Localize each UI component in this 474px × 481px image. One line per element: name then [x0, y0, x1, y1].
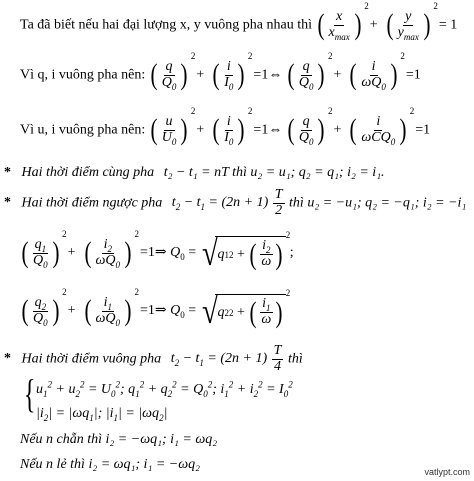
vuong-pha-line: * Hai thời điểm vuông pha $t_2 - t_1 = (2n + 1)$ $\frac{T}{4}$ thì [4, 343, 303, 374]
q-i-line: Vì q, i vuông pha nên: ( $\frac{q}{Q_0}$ ) 2 + ( $\frac{i}{I_0}$ ) 2 =1⇔ ( $\frac{q}{Q_0}$ ) 2 + ( $\frac{i}{\omega Q_0}$ ) 2 =1 [20, 60, 421, 90]
cung-pha-math: t₂ − t₁ = nT thì u₂ = u₁; q₂ = q₁; i₂ = i₁. [163, 165, 385, 180]
bullet-star-icon: * [4, 351, 11, 367]
le-math: i₂ = ωq₁; i₁ = −ωq₂ [88, 457, 200, 472]
nguoc-pha-q1-formula: ( $\frac{q_1}{Q_0}$ ) 2 + ( $\frac{i_2}{\omega Q_0}$ ) 2 =1⇒ $Q_0$ = √ q 1 2 + ( $\frac{i_2}{\omega}$ ) 2 ; [20, 235, 294, 271]
nguoc-pha-text: Hai thời điểm ngược pha [21, 195, 163, 211]
system-line-1: $u_1^2 + u_2^2 = U_0^2$; $q_1^2 + q_2^2 = Q_0^2$; $i_1^2 + i_2^2 = I_0^2$ [36, 379, 293, 399]
chan-math: i₂ = −ωq₁; i₁ = ωq₂ [105, 432, 218, 447]
vuong-pha-thi: thì [287, 351, 303, 367]
nguoc-pha-thi: thì [289, 195, 304, 211]
u-i-text: Vì u, i vuông pha nên: [20, 122, 146, 138]
intro-line: Ta đã biết nếu hai đại lượng x, y vuông pha nhau thì ( $\frac{x}{x_{max}}$ ) 2 + ( $\frac{y}{y_{max}}$ ) 2 = 1 [20, 10, 457, 40]
q-i-text: Vì q, i vuông pha nên: [20, 67, 146, 83]
bullet-star-icon: * [4, 165, 11, 180]
nguoc-pha-line: * Hai thời điểm ngược pha $t_2 - t_1 = (2n + 1)$ $\frac{T}{2}$ thì u₂ = −u₁; q₂ = −q₁; i₂ = −i₁ [4, 187, 467, 218]
bullet-star-icon: * [4, 195, 11, 211]
system-line-2: $|i_2| = |\omega q_1|$; $|i_1| = |\omega q_2|$ [36, 406, 168, 423]
vuong-pha-text: Hai thời điểm vuông pha [21, 351, 162, 367]
nguoc-pha-result: u₂ = −u₁; q₂ = −q₁; i₂ = −i₁ [307, 195, 467, 211]
system-brace: { [23, 371, 36, 416]
cung-pha-line [4, 166, 385, 180]
nguoc-pha-q2-formula: ( $\frac{q_2}{Q_0}$ ) 2 + ( $\frac{i_1}{\omega Q_0}$ ) 2 =1⇒ $Q_0$ = √ q 2 2 + ( $\frac{i_1}{\omega}$ ) 2 [20, 293, 286, 329]
intro-text: Ta đã biết nếu hai đại lượng x, y vuông pha nhau thì [20, 17, 313, 33]
intro-formula: ( $\frac{x}{x_{max}}$ ) 2 [316, 10, 363, 40]
cung-pha-text: Hai thời điểm cùng pha [21, 165, 155, 180]
chan-text: Nếu n chẵn thì [20, 432, 103, 447]
watermark: vatlypt.com [424, 467, 470, 477]
chan-line [20, 433, 217, 447]
le-line [20, 458, 200, 472]
u-i-line: Vì u, i vuông pha nên: ( $\frac{u}{U_0}$ ) 2 + ( $\frac{i}{I_0}$ ) 2 =1⇔ ( $\frac{q}{Q_0}$ ) 2 + ( $\frac{i}{\omega CQ_0}$ ) 2 =1 [20, 115, 430, 145]
le-text: Nếu n lẻ thì [20, 457, 85, 472]
